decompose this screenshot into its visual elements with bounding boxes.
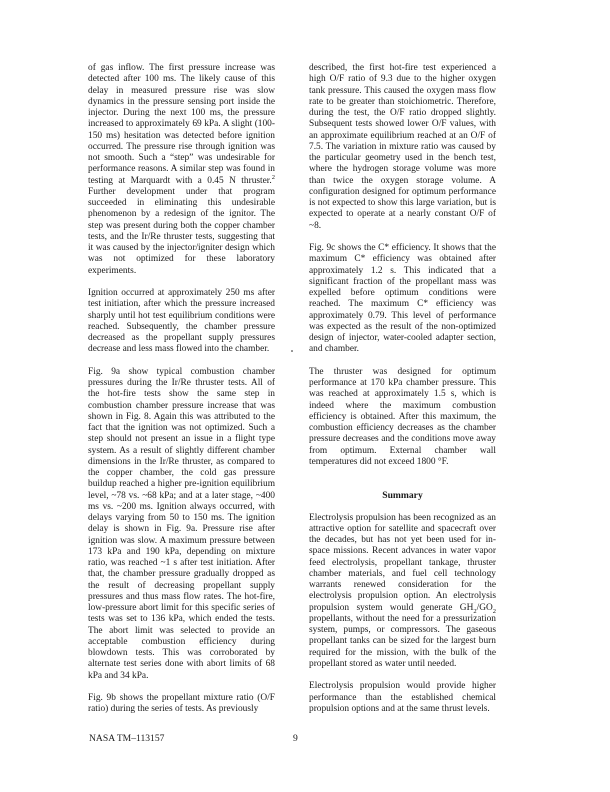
left-column <box>88 63 275 727</box>
paragraph-summary-2: Electrolysis propulsion would provide higher performance than the established chemical propulsion options and at the same thrust levels. <box>309 681 496 714</box>
paragraph-of-ratio: described, the first hot-fire test experienced a high O/F ratio of 9.3 due to the higher oxygen tank pressure. This caused the oxygen mass flow rate to be greater than stoichiometric. Therefore, during the test, the O/F ratio dropped slightly. Subsequent tests showed lower O/F values, with an approximate equilibrium reached at an O/F of 7.5. The variation in mixture ratio was caused by the particular geometry used in the bench test, where the hydrogen storage volume was more than twice the oxygen storage volume. A configuration designed for optimum performance is not expected to show this large variation, but is expected to operate at a nearly constant O/F of ~8. <box>309 63 496 231</box>
right-column <box>309 63 496 726</box>
paragraph-fig9b: Fig. 9b shows the propellant mixture ratio (O/F ratio) during the series of tests. As previously <box>88 693 275 715</box>
paragraph-design-pressure: The thruster was designed for optimum performance at 170 kPa chamber pressure. This was reached at approximately 1.5 s, which is indeed where the maximum combustion efficiency is obtained. After this maximum, the combustion efficiency decreases as the chamber pressure decreases and the conditions move away from optimum. External chamber wall temperatures did not exceed 1800 °F. <box>309 366 496 467</box>
paragraph-fig9a: Fig. 9a show typical combustion chamber pressures during the Ir/Re thruster tests. All of the hot-fire tests show the same step in combustion chamber pressure increase that was shown in Fig. 8. Again this was attributed to the fact that the ignition was not optimized. Such a step should not present an issue in a flight type system. As a result of slightly different chamber dimensions in the Ir/Re thruster, as compared to the copper chamber, the cold gas pressure buildup reached a higher pre-ignition equilibrium level, ~78 vs. ~68 kPa; and at a later stage, ~400 ms vs. ~200 ms. Ignition always occurred, with delays varying from 50 to 150 ms. The ignition delay is shown in Fig. 9a. Pressure rise after ignition was slow. A maximum pressure between 173 kPa and 190 kPa, depending on mixture ratio, was reached ~1 s after test initiation. After that, the chamber pressure gradually dropped as the result of decreasing propellant supply pressures and thus mass flow rates. The hot-fire, low-pressure abort limit for this specific series of tests was set to 136 kPa, which ended the tests. The abort limit was selected to provide an acceptable combustion efficiency during blowdown tests. This was corroborated by alternate test series done with abort limits of 68 kPa and 34 kPa. <box>88 366 275 681</box>
summary-text: Electrolysis propulsion has been recognized as an attractive option for satellite and spacecraft over the decades, but has not yet been used for in-space missions. Recent advances in water vapor feed electrolysis, propellant tankage, thruster chamber materials, and fuel cell technology warrants renewed consideration for the electrolysis propulsion option. An electrolysis propulsion system would generate GH <box>309 512 496 613</box>
paragraph-fig9c: Fig. 9c shows the C* efficiency. It shows that the maximum C* efficiency was obtained after approximately 1.2 s. This indicated that a significant fraction of the propellant mass was expelled before optimum conditions were reached. The maximum C* efficiency was approximately 0.79. This level of performance was expected as the result of the non-optimized design of injector, water-cooled adapter section, and chamber. <box>309 243 496 355</box>
summary-text: propellants, without the need for a pressurization system, pumps, or compressors. The gaseous propellant tanks can be sized for the largest burn required for the mission, with the bulk of the propellant stored as water until needed. <box>309 613 496 669</box>
paragraph-summary-1 <box>309 513 496 671</box>
paragraph-text: of gas inflow. The first pressure increase was detected after 100 ms. The likely cause of this delay in measured pressure rise was slow dynamics in the pressure sensing port inside the injector. During the next 100 ms, the pressure increased to approximately 69 kPa. A slight (100-150 ms) hesitation was detected before ignition occurred. The pressure rise through ignition was not smooth. Such a “step” was undesirable for performance reasons. A similar step was found in testing at Marquardt with a 0.45 N thruster. <box>88 63 275 186</box>
subscript: 2 <box>473 607 477 615</box>
paragraph-ignition-timing: Ignition occurred at approximately 250 ms after test initiation, after which the pressure increased sharply until hot test equilibrium conditions were reached. Subsequently, the chamber pressure decreased as the propellant supply pressures decrease and less mass flowed into the chamber. <box>88 288 275 355</box>
report-id: NASA TM–113157 <box>89 733 165 744</box>
summary-text: /GO <box>476 602 493 613</box>
subscript: 2 <box>492 607 496 615</box>
summary-heading: Summary <box>382 490 423 501</box>
stray-mark <box>291 350 293 352</box>
page-footer <box>89 733 299 744</box>
paragraph-text-cont: Further development under that program succeeded in eliminating this undesirable phenomenon by a redesign of the ignitor. The step was present during both the copper chamber tests, and the Ir/Re thruster tests, suggesting that it was caused by the injector/igniter design which was not optimized for these laboratory experiments. <box>88 186 275 276</box>
page-number: 9 <box>293 733 298 744</box>
paragraph-ignition-step <box>88 63 275 277</box>
footnote-ref: 2 <box>271 173 275 181</box>
